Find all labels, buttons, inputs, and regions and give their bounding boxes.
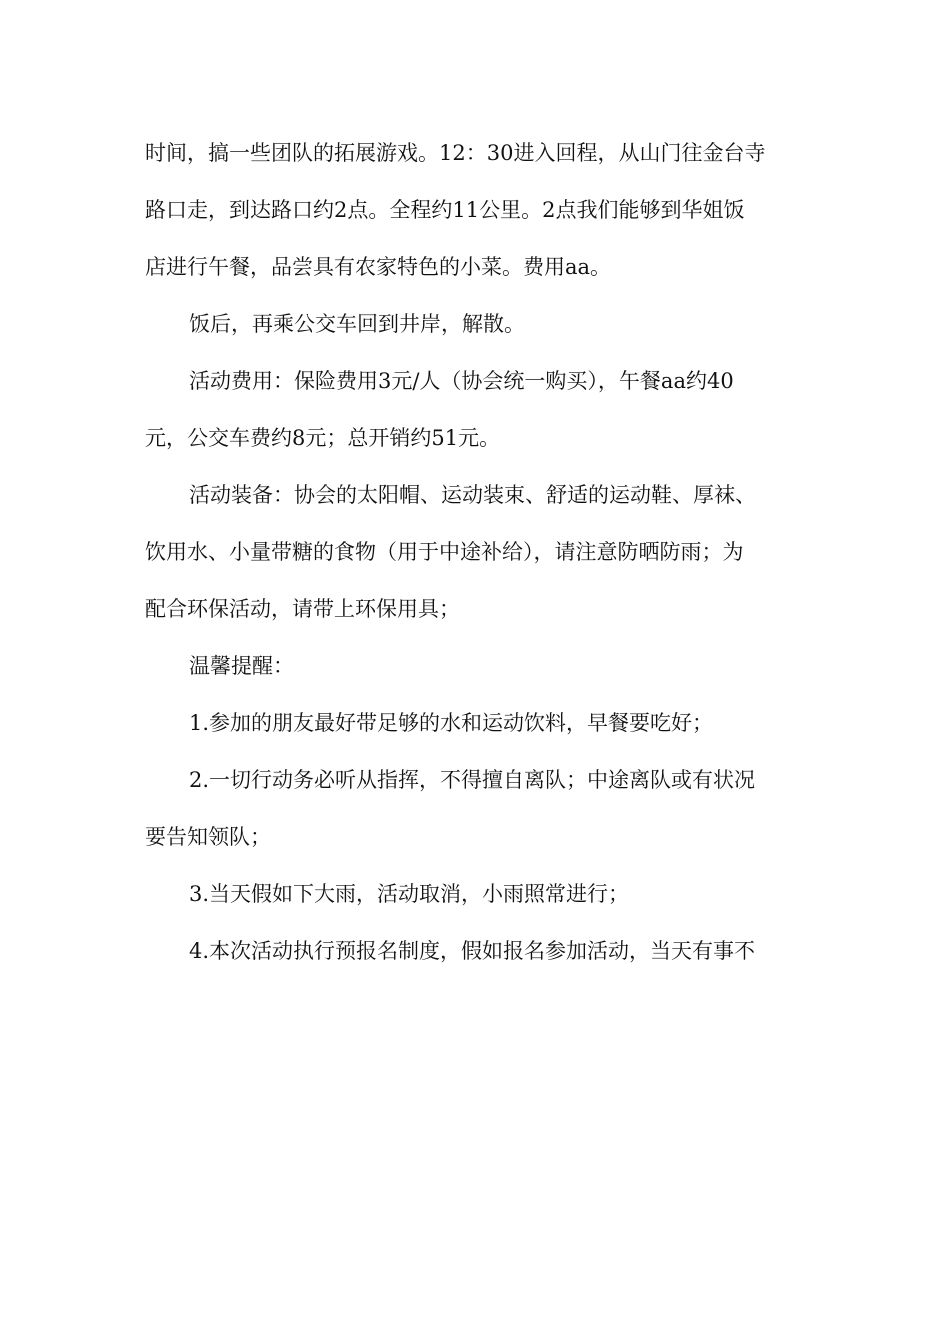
list-item: 1.参加的朋友最好带足够的水和运动饮料，早餐要吃好； [189,711,714,735]
paragraph-line: 店进行午餐，品尝具有农家特色的小菜。费用aa。 [145,255,612,279]
list-item-continuation: 要告知领队； [145,825,271,849]
section-heading: 温馨提醒： [189,654,294,678]
paragraph-line: 路口走，到达路口约2点。全程约11公里。2点我们能够到华姐饭 [145,198,745,222]
paragraph-line: 活动装备：协会的太阳帽、运动装束、舒适的运动鞋、厚袜、 [189,483,756,507]
paragraph-line: 饭后，再乘公交车回到井岸，解散。 [189,312,525,336]
body-text [145,131,807,986]
paragraph-line: 配合环保活动，请带上环保用具； [145,597,460,621]
list-item: 3.当天假如下大雨，活动取消，小雨照常进行； [189,882,630,906]
paragraph-line: 活动费用：保险费用3元/人（协会统一购买），午餐aa约40 [189,369,734,393]
list-item: 2.一切行动务必听从指挥，不得擅自离队；中途离队或有状况 [189,768,756,792]
paragraph-line: 元，公交车费约8元；总开销约51元。 [145,426,501,450]
paragraph-line: 时间，搞一些团队的拓展游戏。12：30进入回程，从山门往金台寺 [145,141,766,165]
paragraph-line: 饮用水、小量带糖的食物（用于中途补给），请注意防晒防雨；为 [145,540,744,564]
list-item: 4.本次活动执行预报名制度，假如报名参加活动，当天有事不 [189,939,756,963]
